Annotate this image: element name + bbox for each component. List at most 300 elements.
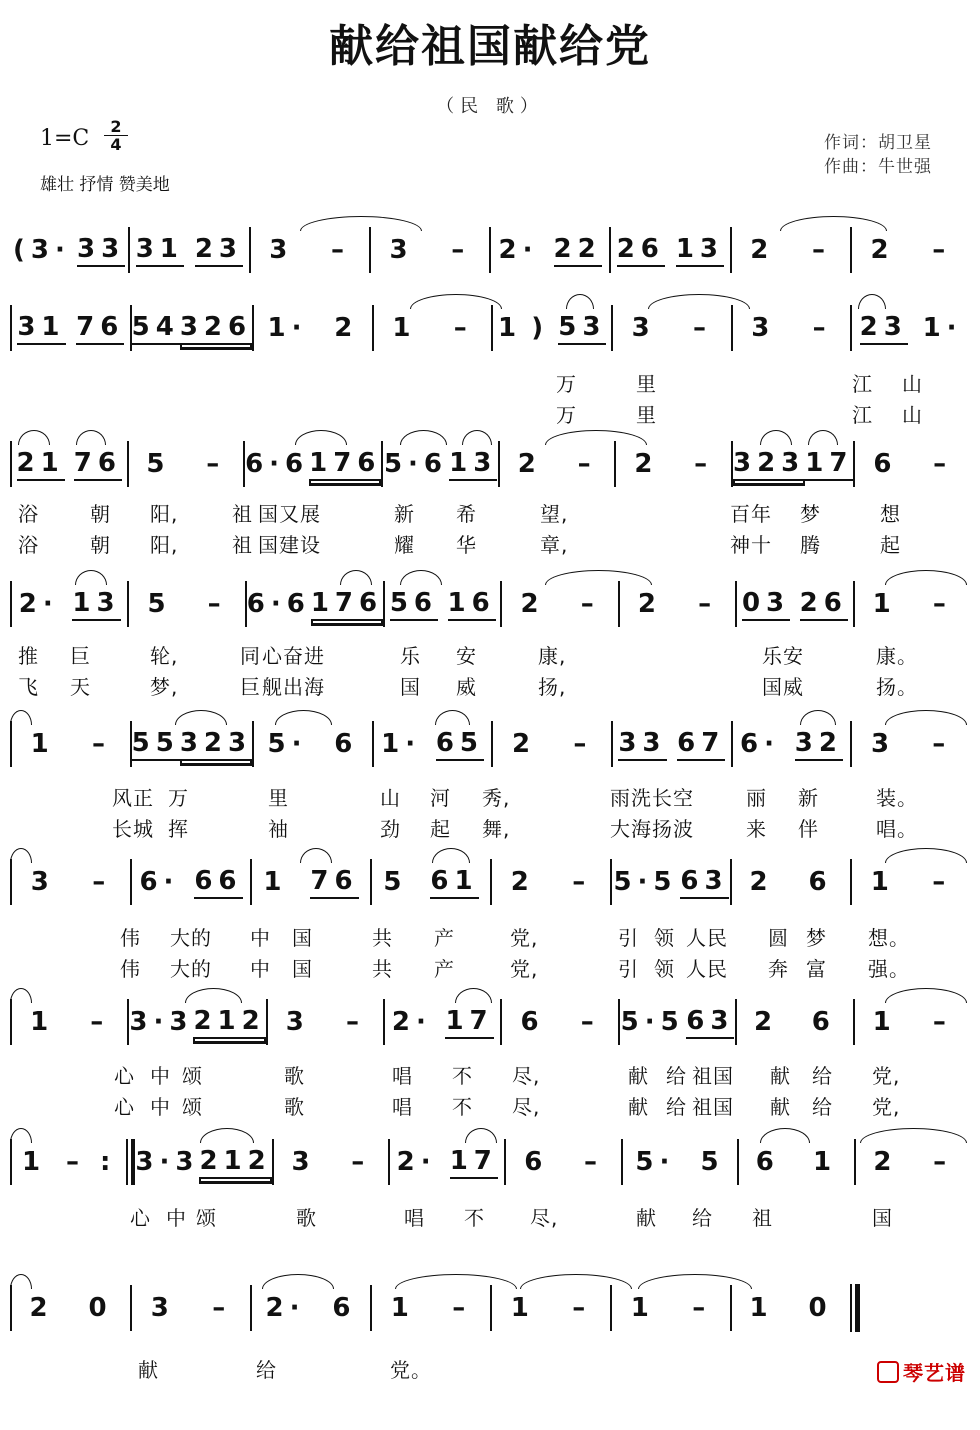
note-group: 2: [634, 449, 659, 479]
note-group: –: [206, 449, 226, 479]
lyric-syllable: 献: [770, 1064, 791, 1088]
measure: [623, 1134, 737, 1190]
measure: [129, 436, 244, 492]
lyric-syllable: 里: [636, 403, 657, 427]
note-group: 1: [630, 1293, 655, 1323]
lyric-syllable: 国建设: [258, 533, 321, 557]
note-group: 26: [800, 588, 848, 621]
measure: [855, 436, 970, 492]
note-group: –: [577, 449, 597, 479]
note-group: 2: [29, 1293, 54, 1323]
note-group: 2·: [391, 1007, 432, 1037]
lyric-syllable: 来: [746, 817, 767, 841]
note-group: 2: [334, 313, 359, 343]
lyric-line: [0, 671, 980, 699]
note-group: 6: [808, 867, 833, 897]
note-group: –: [351, 1147, 371, 1177]
note-group: 5·5: [620, 1007, 685, 1037]
lyric-syllable: 里: [636, 372, 657, 396]
lyric-syllable: 歌: [284, 1064, 305, 1088]
lyric-syllable: 献: [138, 1358, 159, 1382]
lyric-syllable: 领: [654, 926, 675, 950]
lyric-syllable: 产: [434, 957, 455, 981]
note-group: 1: [510, 1293, 535, 1323]
note-group: 6: [755, 1147, 780, 1177]
lyric-syllable: 轮,: [150, 644, 179, 668]
lyric-syllable: 唱。: [876, 817, 918, 841]
note-group: –: [451, 235, 471, 265]
lyric-line: [0, 399, 980, 427]
note-group: 6: [811, 1007, 836, 1037]
lyric-syllable: 腾: [800, 533, 821, 557]
lyric-syllable: 国威: [762, 675, 804, 699]
lyric-syllable: 山: [902, 403, 923, 427]
measure: [492, 854, 610, 910]
lyric-syllable: 里: [268, 786, 289, 810]
lyric-syllable: 雨洗长空: [610, 786, 694, 810]
lyric-syllable: 起: [880, 533, 901, 557]
lyric-syllable: 风正: [112, 786, 154, 810]
song-title: 献给祖国献给党: [329, 21, 651, 72]
note-group: 3: [751, 313, 776, 343]
note-group: –: [932, 729, 952, 759]
measure: [611, 222, 729, 278]
note-group: 6: [520, 1007, 545, 1037]
lyric-syllable: 人民: [686, 926, 728, 950]
lyric-syllable: 长城: [112, 817, 154, 841]
note-group: 6: [334, 729, 359, 759]
measure: [491, 222, 609, 278]
note-group: 67: [677, 728, 725, 761]
lyric-syllable: 天: [70, 675, 91, 699]
note-group: 2: [517, 449, 542, 479]
lyric-syllable: 国: [872, 1206, 893, 1230]
lyric-syllable: 丽: [746, 786, 767, 810]
note-group: 3: [631, 313, 656, 343]
note-group: –: [932, 867, 952, 897]
note-group: –: [932, 1007, 952, 1037]
lyric-syllable: 推: [18, 644, 39, 668]
measure: [732, 854, 850, 910]
measure: [737, 994, 852, 1050]
note-group: –: [572, 867, 592, 897]
note-group: 23: [195, 234, 243, 267]
lyric-syllable: 党,: [510, 926, 539, 950]
lyric-syllable: 起: [430, 817, 451, 841]
lyric-syllable: 想: [880, 502, 901, 526]
lyric-syllable: 献: [628, 1095, 649, 1119]
lyric-syllable: 想。: [868, 926, 910, 950]
lyric-syllable: 中: [250, 926, 271, 950]
measure: [132, 1280, 250, 1336]
lyric-syllable: 万: [556, 403, 577, 427]
note-group: –: [572, 1293, 592, 1323]
measure: [374, 716, 492, 772]
note-group: 3: [150, 1293, 175, 1323]
note-group: 0: [88, 1293, 113, 1323]
slur-mark: [780, 216, 887, 231]
note-group: 56: [390, 588, 438, 621]
lyric-line: [0, 1354, 980, 1382]
lyric-syllable: 国: [292, 926, 313, 950]
lyric-syllable: 唱: [392, 1095, 413, 1119]
note-group: –: [453, 313, 473, 343]
note-group: 2·: [498, 235, 539, 265]
note-group: 2: [520, 589, 545, 619]
note-group: 176: [311, 588, 383, 621]
note-group: 17: [445, 1006, 493, 1039]
lyric-syllable: 新: [394, 502, 415, 526]
lyric-syllable: 浴: [18, 502, 39, 526]
lyric-syllable: 人民: [686, 957, 728, 981]
note-group: 6·: [740, 729, 780, 759]
note-group: 13: [72, 588, 120, 621]
note-group: 03: [742, 588, 790, 621]
note-group: 1: [30, 1007, 55, 1037]
note-group: 2: [510, 867, 535, 897]
lyric-syllable: 朝: [90, 533, 111, 557]
note-group: –: [811, 235, 831, 265]
measure: [268, 994, 383, 1050]
note-group: 5: [700, 1147, 725, 1177]
lyric-syllable: 唱: [392, 1064, 413, 1088]
notation-line: [10, 854, 970, 910]
lyric-syllable: 万: [168, 786, 189, 810]
lyric-syllable: 山: [902, 372, 923, 396]
note-group: 55: [132, 728, 180, 761]
time-numerator: 2: [110, 117, 122, 136]
time-denominator: 4: [110, 135, 122, 154]
lyric-syllable: 奔: [768, 957, 789, 981]
lyric-syllable: 共: [372, 926, 393, 950]
note-group: 3·3: [129, 1007, 194, 1037]
note-group: 21: [17, 448, 65, 481]
lyric-syllable: 新: [798, 786, 819, 810]
note-group: –: [932, 589, 952, 619]
watermark-logo: [877, 1357, 966, 1386]
lyric-syllable: 望,: [540, 502, 569, 526]
note-group: 1: [390, 1293, 415, 1323]
note-group: 1: [30, 729, 55, 759]
lyric-syllable: 耀: [394, 533, 415, 557]
note-group: 1: [21, 1147, 47, 1177]
note-group: 1: [749, 1293, 774, 1323]
lyric-syllable: 安: [456, 644, 477, 668]
note-group: 65: [436, 728, 484, 761]
lyric-syllable: 巨: [240, 675, 261, 699]
measure: [502, 994, 617, 1050]
measure: [12, 300, 130, 356]
measure: [620, 994, 735, 1050]
note-group: 13: [449, 448, 497, 481]
lyric-syllable: 万: [556, 372, 577, 396]
note-group: 76: [74, 448, 122, 481]
lyric-syllable: 江: [852, 372, 873, 396]
lyric-syllable: 袖: [268, 817, 289, 841]
lyric-line: [0, 813, 980, 841]
lyric-syllable: 扬,: [538, 675, 567, 699]
note-group: –: [933, 449, 953, 479]
note-group: 3: [291, 1147, 316, 1177]
note-group: –: [932, 235, 952, 265]
lyric-syllable: 章,: [540, 533, 569, 557]
lyric-syllable: 颂: [182, 1095, 203, 1119]
note-group: –: [580, 589, 600, 619]
note-group: 3: [30, 867, 55, 897]
lyricist-credit: 作词：胡卫星: [824, 133, 932, 153]
lyric-syllable: 伟: [120, 957, 141, 981]
measure: [372, 854, 490, 910]
measure: [613, 716, 731, 772]
lyric-syllable: 大海扬波: [610, 817, 694, 841]
lyric-syllable: 尽,: [530, 1206, 559, 1230]
note-group: 1: [812, 1147, 838, 1177]
lyric-line: [0, 1060, 980, 1088]
note-group: 3: [389, 235, 414, 265]
score-system: [0, 1280, 980, 1430]
lyric-syllable: 劲: [380, 817, 401, 841]
lyric-syllable: 歌: [284, 1095, 305, 1119]
note-group: 76: [76, 312, 124, 345]
lyric-syllable: 舞,: [482, 817, 511, 841]
note-group: 1·: [267, 313, 308, 343]
note-group: 323: [733, 448, 805, 481]
score-system: [0, 854, 980, 1004]
lyric-syllable: 心: [114, 1095, 135, 1119]
lyric-syllable: 阳,: [150, 502, 179, 526]
note-group: 13: [676, 234, 724, 267]
lyric-syllable: 给: [666, 1095, 687, 1119]
measure: [130, 222, 248, 278]
lyric-syllable: 梦: [800, 502, 821, 526]
lyric-syllable: 乐安: [762, 644, 804, 668]
note-group: –: [212, 1293, 232, 1323]
note-group: 66: [194, 866, 242, 899]
lyric-syllable: 产: [434, 926, 455, 950]
lyric-line: [0, 1091, 980, 1119]
note-group: 326: [180, 312, 252, 345]
lyric-syllable: 国: [292, 957, 313, 981]
note-group: 3: [285, 1007, 310, 1037]
measure: [493, 716, 611, 772]
lyric-syllable: 伴: [798, 817, 819, 841]
lyric-syllable: 舰出海: [262, 675, 325, 699]
note-group: 2·: [396, 1147, 437, 1177]
note-group: 6: [332, 1293, 357, 1323]
note-group: 17: [450, 1146, 498, 1179]
note-group: 1·: [922, 313, 963, 343]
note-group: 5·: [267, 729, 308, 759]
lyric-syllable: 不: [452, 1064, 473, 1088]
note-group: 6·: [139, 867, 180, 897]
note-group: –: [91, 729, 111, 759]
note-group: 2: [754, 1007, 779, 1037]
lyric-syllable: 扬。: [876, 675, 918, 699]
final-barline: [850, 1284, 860, 1332]
lyric-syllable: 党,: [872, 1095, 901, 1119]
lyric-syllable: 献: [636, 1206, 657, 1230]
note-group: (3·: [13, 235, 71, 265]
note-group: –: [90, 1007, 110, 1037]
note-group: 5·5: [613, 867, 678, 897]
lyric-syllable: 颂: [196, 1206, 217, 1230]
lyric-syllable: 国: [400, 675, 421, 699]
lyric-syllable: 给: [692, 1206, 713, 1230]
lyric-syllable: 同: [240, 644, 261, 668]
lyric-syllable: 给: [812, 1064, 833, 1088]
measure: [733, 300, 851, 356]
lyric-syllable: 飞: [18, 675, 39, 699]
note-group: 2: [873, 1147, 898, 1177]
note-group: 6: [524, 1147, 549, 1177]
lyric-syllable: 歌: [296, 1206, 317, 1230]
lyric-syllable: 朝: [90, 502, 111, 526]
measure: [132, 854, 250, 910]
lyric-syllable: 献: [770, 1095, 791, 1119]
lyric-syllable: 领: [654, 957, 675, 981]
lyric-line: [0, 1202, 980, 1230]
lyric-syllable: 巨: [70, 644, 91, 668]
lyric-syllable: 祖国: [692, 1095, 734, 1119]
note-group: 1: [870, 867, 895, 897]
note-group: –: [698, 589, 718, 619]
note-group: 31: [17, 312, 65, 345]
measure: [737, 576, 852, 632]
lyric-syllable: 党,: [510, 957, 539, 981]
note-group: –: [452, 1293, 472, 1323]
lyric-syllable: 大的: [170, 957, 212, 981]
lyric-syllable: 祖国: [692, 1064, 734, 1088]
note-group: 16: [448, 588, 496, 621]
lyric-syllable: 引: [618, 926, 639, 950]
note-group: 61: [430, 866, 478, 899]
note-group: 0: [808, 1293, 833, 1323]
note-group: 2: [637, 589, 662, 619]
key-signature: 1=C: [40, 126, 90, 151]
note-group: 1: [872, 1007, 897, 1037]
lyric-syllable: 引: [618, 957, 639, 981]
lyric-syllable: 心奋进: [262, 644, 325, 668]
note-group: 76: [310, 866, 358, 899]
lyric-syllable: 给: [812, 1095, 833, 1119]
lyric-syllable: 华: [456, 533, 477, 557]
lyric-syllable: 颂: [182, 1064, 203, 1088]
lyric-syllable: 给: [256, 1358, 277, 1382]
measure: [132, 300, 252, 356]
lyric-syllable: 心: [114, 1064, 135, 1088]
note-group: 2: [750, 235, 775, 265]
score-system: [0, 716, 980, 866]
lyric-line: [0, 368, 980, 396]
lyric-syllable: 中: [150, 1095, 171, 1119]
score-system: [0, 994, 980, 1144]
lyric-syllable: 希: [456, 502, 477, 526]
lyric-syllable: 不: [452, 1095, 473, 1119]
lyric-syllable: 秀,: [482, 786, 511, 810]
note-group: 3: [269, 235, 294, 265]
lyric-line: [0, 529, 980, 557]
note-group: 22: [554, 234, 602, 267]
note-group: –: [92, 867, 112, 897]
lyric-syllable: 山: [380, 786, 401, 810]
note-group: 33: [77, 234, 125, 267]
lyric-syllable: 唱: [404, 1206, 425, 1230]
note-group: 5: [383, 867, 408, 897]
measure: [274, 1134, 388, 1190]
note-group: 1: [497, 313, 523, 343]
note-group: –: [812, 313, 832, 343]
note-group: 31: [136, 234, 184, 267]
lyric-syllable: 给: [666, 1064, 687, 1088]
note-group: –: [573, 729, 593, 759]
note-group: –: [693, 313, 713, 343]
lyric-syllable: 大的: [170, 926, 212, 950]
note-group: 212: [193, 1006, 265, 1039]
note-group: 54: [132, 312, 180, 345]
lyric-syllable: 梦: [806, 926, 827, 950]
measure: [129, 576, 244, 632]
measure: [612, 854, 730, 910]
note-group: 6·6: [245, 449, 310, 479]
notation-line: [10, 576, 970, 632]
lyric-syllable: 祖: [232, 502, 253, 526]
note-group: –: [692, 1293, 712, 1323]
lyric-line: [0, 498, 980, 526]
note-group: 3: [870, 729, 896, 759]
lyric-syllable: 江: [852, 403, 873, 427]
note-group: 23: [860, 312, 908, 345]
note-group: ): [531, 313, 550, 343]
note-group: –: [330, 235, 350, 265]
note-group: 2·: [18, 589, 59, 619]
measure: [12, 576, 127, 632]
note-group: 5: [147, 589, 172, 619]
note-group: 26: [617, 234, 665, 267]
note-group: 1: [392, 313, 417, 343]
note-group: 2·: [265, 1293, 306, 1323]
lyric-syllable: 祖: [232, 533, 253, 557]
lyric-syllable: 乐: [400, 644, 421, 668]
lyric-syllable: 神十: [730, 533, 772, 557]
lyric-syllable: 国又展: [258, 502, 321, 526]
lyric-line: [0, 953, 980, 981]
lyric-syllable: 中: [166, 1206, 187, 1230]
note-group: 63: [680, 866, 728, 899]
lyric-syllable: 党,: [872, 1064, 901, 1088]
score-system: [0, 1134, 980, 1284]
lyric-syllable: 伟: [120, 926, 141, 950]
lyric-line: [0, 640, 980, 668]
note-group: 1: [263, 867, 288, 897]
slur-mark: [300, 216, 422, 231]
note-group: 17: [805, 448, 853, 481]
lyric-syllable: 不: [464, 1206, 485, 1230]
lyric-syllable: 圆: [768, 926, 789, 950]
note-group: 323: [180, 728, 252, 761]
note-group: 63: [686, 1006, 734, 1039]
score-system: [0, 576, 980, 726]
lyric-syllable: 康。: [876, 644, 918, 668]
lyric-syllable: 共: [372, 957, 393, 981]
note-group: 3·3: [135, 1147, 200, 1177]
repeat-barline: [126, 1139, 135, 1185]
time-signature: [104, 118, 128, 153]
lyric-syllable: 尽,: [512, 1095, 541, 1119]
lyric-syllable: 河: [430, 786, 451, 810]
note-group: –: [346, 1007, 366, 1037]
lyric-syllable: 中: [250, 957, 271, 981]
lyric-syllable: 献: [628, 1064, 649, 1088]
